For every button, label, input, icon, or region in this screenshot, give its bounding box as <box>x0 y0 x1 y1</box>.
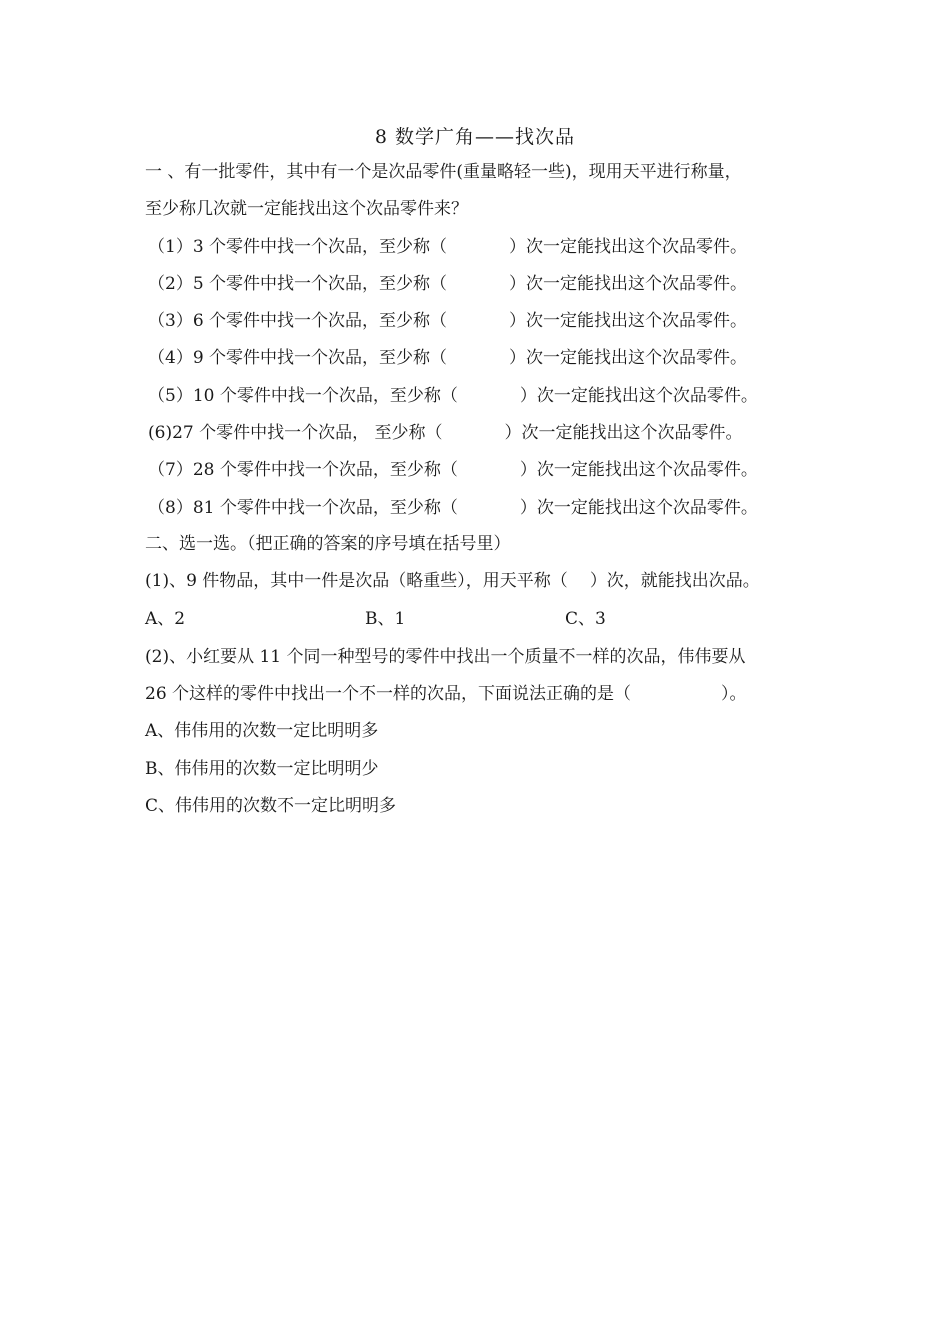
question-item-7 <box>148 459 758 481</box>
question-item-6 <box>148 422 743 444</box>
item-suffix: ）次一定能找出这个次品零件。 <box>519 386 758 406</box>
section1-heading-line2: 至少称几次就一定能找出这个次品零件来？ <box>145 199 468 219</box>
item-prefix: （4）9 个零件中找一个次品，至少称（ <box>148 348 448 368</box>
item-suffix: ）次一定能找出这个次品零件。 <box>519 498 758 518</box>
question-item-4 <box>148 347 747 369</box>
question-item-1 <box>148 236 747 258</box>
choice-question-2-line1: (2)、小红要从 11 个同一种型号的零件中找出一个质量不一样的次品，伟伟要从 <box>145 647 746 667</box>
question-item-2 <box>148 273 747 295</box>
item-prefix: （2）5 个零件中找一个次品，至少称（ <box>148 274 448 294</box>
q2-option-c: C、伟伟用的次数不一定比明明多 <box>145 796 397 816</box>
q2-prefix: 26 个这样的零件中找出一个不一样的次品，下面说法正确的是（ <box>145 684 632 704</box>
item-prefix: （5）10 个零件中找一个次品，至少称（ <box>148 386 458 406</box>
q1-prefix: (1)、9 件物品，其中一件是次品（略重些），用天平称（ <box>145 571 568 591</box>
q1-option-a: A、2 <box>145 609 186 629</box>
item-suffix: ）次一定能找出这个次品零件。 <box>509 311 748 331</box>
section1-heading-line1: 一 、有一批零件，其中有一个是次品零件(重量略轻一些)，现用天平进行称量， <box>145 162 742 182</box>
item-prefix: （1）3 个零件中找一个次品，至少称（ <box>148 237 448 257</box>
question-item-8 <box>148 497 758 519</box>
item-suffix: ）次一定能找出这个次品零件。 <box>509 237 748 257</box>
item-suffix: ）次一定能找出这个次品零件。 <box>504 423 743 443</box>
section2-heading: 二、选一选。（把正确的答案的序号填在括号里） <box>145 534 511 554</box>
item-prefix: (6)27 个零件中找一个次品， 至少称（ <box>148 423 443 443</box>
item-prefix: （8）81 个零件中找一个次品，至少称（ <box>148 498 458 518</box>
item-prefix: （7）28 个零件中找一个次品，至少称（ <box>148 460 458 480</box>
choice-question-2-line2 <box>145 683 747 705</box>
choice-question-1 <box>145 570 760 592</box>
q2-option-a: A、伟伟用的次数一定比明明多 <box>145 721 379 741</box>
question-item-3 <box>148 310 747 332</box>
q2-suffix: ）。 <box>721 684 747 704</box>
question-item-5 <box>148 385 758 407</box>
item-suffix: ）次一定能找出这个次品零件。 <box>519 460 758 480</box>
q1-option-c: C、3 <box>565 609 606 629</box>
q1-suffix: ）次，就能找出次品。 <box>589 571 760 591</box>
q2-option-b: B、伟伟用的次数一定比明明少 <box>145 759 379 779</box>
item-suffix: ）次一定能找出这个次品零件。 <box>509 274 748 294</box>
q1-option-b: B、1 <box>365 609 406 629</box>
page-title: 8 数学广角——找次品 <box>374 126 576 148</box>
item-suffix: ）次一定能找出这个次品零件。 <box>509 348 748 368</box>
item-prefix: （3）6 个零件中找一个次品，至少称（ <box>148 311 448 331</box>
